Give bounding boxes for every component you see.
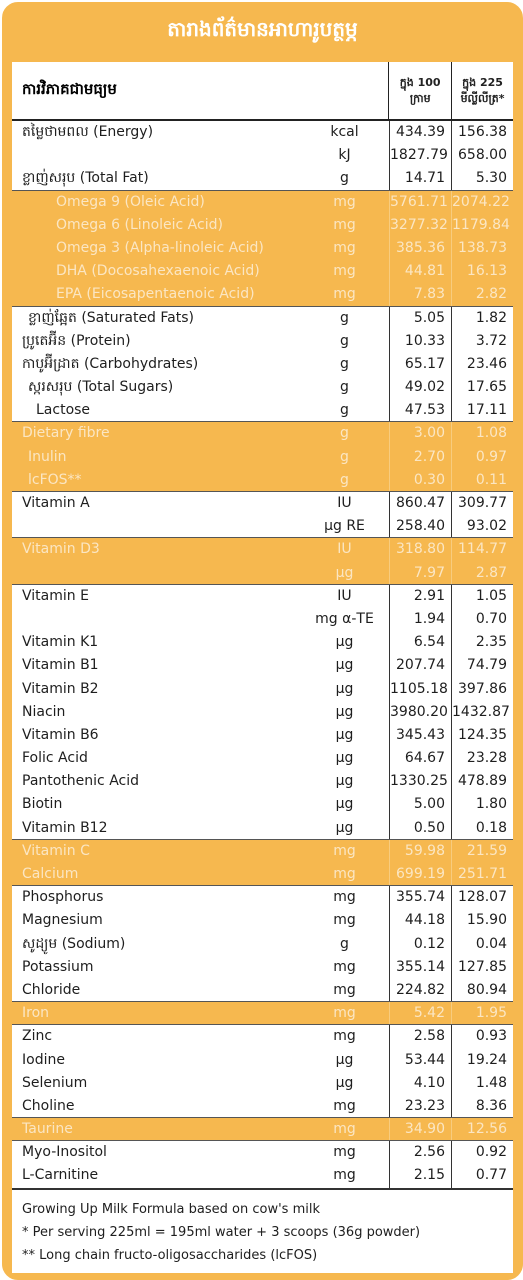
value-per-serving: 5.30 xyxy=(475,170,507,187)
nutrient-name: Folic Acid xyxy=(22,750,88,767)
table-row xyxy=(12,237,513,260)
nutrient-unit: µg RE xyxy=(300,515,390,537)
value-per-100g: 7.97 xyxy=(390,562,452,584)
table-row xyxy=(12,701,513,724)
table-row xyxy=(12,307,513,330)
table-row xyxy=(12,353,513,376)
value-per-serving: 0.04 xyxy=(475,935,507,952)
nutrient-name: Iron xyxy=(22,1005,50,1022)
nutrition-title: តារាងព័ត៌មានអាហារូបត្ថម្ភ xyxy=(4,4,521,54)
table-row xyxy=(12,469,513,492)
value-per-serving: 1432.87 xyxy=(452,703,510,720)
value-per-100g: 1105.18 xyxy=(390,678,452,701)
nutrient-name: Lactose xyxy=(36,402,91,419)
nutrient-unit: g xyxy=(300,446,390,469)
table-row xyxy=(12,144,513,167)
value-per-100g: 49.02 xyxy=(390,376,452,399)
nutrient-name: Biotin xyxy=(22,796,63,813)
table-row xyxy=(12,817,513,840)
value-per-100g: 5761.71 xyxy=(390,191,452,214)
value-per-100g: 355.14 xyxy=(390,956,452,979)
table-row xyxy=(12,979,513,1002)
value-per-100g: 6.54 xyxy=(390,631,452,654)
nutrient-unit: mg xyxy=(300,909,390,932)
header-per-100g-line2: ក្រាម xyxy=(409,91,431,105)
nutrient-unit: µg xyxy=(300,747,390,770)
value-per-100g: 318.80 xyxy=(390,538,452,561)
value-per-serving: 1.08 xyxy=(475,425,507,442)
table-row xyxy=(12,515,513,538)
nutrient-name: DHA (Docosahexaenoic Acid) xyxy=(56,263,260,280)
nutrient-unit: mg xyxy=(300,1002,390,1024)
nutrient-name: Phosphorus xyxy=(22,889,104,906)
value-per-100g: 0.12 xyxy=(390,933,452,956)
nutrient-unit: µg xyxy=(300,701,390,724)
nutrient-unit: mg xyxy=(300,1141,390,1164)
nutrient-name xyxy=(12,562,300,584)
nutrient-unit: g xyxy=(300,469,390,491)
value-per-100g: 2.15 xyxy=(390,1164,452,1187)
value-per-serving: 138.73 xyxy=(458,239,507,256)
nutrient-name: ខ្លាញ់សរុប (Total Fat) xyxy=(22,170,149,187)
value-per-100g: 860.47 xyxy=(390,492,452,515)
nutrient-name: Omega 9 (Oleic Acid) xyxy=(56,193,205,210)
value-per-serving: 397.86 xyxy=(458,680,507,697)
nutrient-name: Vitamin K1 xyxy=(22,634,99,651)
nutrient-unit: µg xyxy=(300,562,390,584)
value-per-100g: 345.43 xyxy=(390,724,452,747)
nutrient-unit: g xyxy=(300,307,390,330)
nutrient-unit: µg xyxy=(300,770,390,793)
nutrient-name: Vitamin D3 xyxy=(22,541,100,558)
nutrient-name: Pantothenic Acid xyxy=(22,773,140,790)
value-per-100g: 2.70 xyxy=(390,446,452,469)
value-per-serving: 23.46 xyxy=(466,355,507,372)
nutrient-unit: mg xyxy=(300,237,390,260)
table-row xyxy=(12,724,513,747)
table-row xyxy=(12,585,513,608)
value-per-serving: 74.79 xyxy=(466,657,507,674)
nutrient-name: Zinc xyxy=(22,1028,53,1045)
footnote-3: ** Long chain fructo-oligosaccharides (lcFOS) xyxy=(22,1247,318,1263)
footnotes xyxy=(12,1189,513,1273)
nutrient-unit: mg xyxy=(300,840,390,863)
nutrient-unit: mg xyxy=(300,1025,390,1048)
table-row xyxy=(12,840,513,863)
table-row xyxy=(12,1164,513,1187)
nutrient-name: Calcium xyxy=(22,866,79,882)
value-per-serving: 658.00 xyxy=(458,147,507,164)
nutrition-card xyxy=(2,2,523,1280)
value-per-100g: 1827.79 xyxy=(390,144,452,167)
nutrient-name: Inulin xyxy=(28,448,67,465)
value-per-100g: 3980.20 xyxy=(390,701,452,724)
value-per-serving: 0.92 xyxy=(475,1144,507,1161)
table-row xyxy=(12,260,513,283)
value-per-100g: 5.05 xyxy=(390,307,452,330)
value-per-100g: 53.44 xyxy=(390,1049,452,1072)
table-row xyxy=(12,1072,513,1095)
table-row xyxy=(12,678,513,701)
nutrient-name: សូដ្យូម (Sodium) xyxy=(22,935,126,952)
nutrient-unit: g xyxy=(300,330,390,353)
value-per-100g: 0.30 xyxy=(390,469,452,491)
value-per-100g: 3.00 xyxy=(390,422,452,445)
header-per-serving-line2: មីល្លីលីត្រ* xyxy=(460,91,505,105)
nutrient-name: Vitamin B12 xyxy=(22,819,108,836)
nutrient-unit: µg xyxy=(300,724,390,747)
table-row xyxy=(12,562,513,585)
value-per-100g: 258.40 xyxy=(390,515,452,537)
value-per-serving: 251.71 xyxy=(458,866,507,882)
table-row xyxy=(12,747,513,770)
table-row xyxy=(12,770,513,793)
table-row xyxy=(12,933,513,956)
nutrient-name: Magnesium xyxy=(22,912,103,929)
value-per-serving: 80.94 xyxy=(466,981,507,998)
nutrient-name: Vitamin E xyxy=(22,587,89,604)
value-per-100g: 10.33 xyxy=(390,330,452,353)
table-header xyxy=(12,62,513,121)
table-row xyxy=(12,214,513,237)
nutrient-unit: mg α-TE xyxy=(300,608,390,631)
value-per-100g: 3277.32 xyxy=(390,214,452,237)
header-per-serving xyxy=(452,62,513,119)
value-per-serving: 114.77 xyxy=(458,541,507,558)
value-per-100g: 14.71 xyxy=(390,167,452,189)
nutrient-name: តម្លៃថាមពល (Energy) xyxy=(22,124,154,140)
value-per-serving: 1179.84 xyxy=(452,216,510,233)
nutrient-name xyxy=(12,144,300,167)
nutrient-unit: mg xyxy=(300,191,390,214)
value-per-100g: 1330.25 xyxy=(390,770,452,793)
nutrient-unit: mg xyxy=(300,886,390,909)
nutrient-unit: µg xyxy=(300,1072,390,1095)
value-per-serving: 1.82 xyxy=(475,309,507,326)
nutrient-name xyxy=(12,515,300,537)
nutrient-unit: IU xyxy=(300,585,390,608)
value-per-serving: 0.77 xyxy=(475,1167,507,1184)
nutrient-name: Potassium xyxy=(22,958,94,975)
table-row xyxy=(12,330,513,353)
value-per-serving: 12.56 xyxy=(466,1121,507,1138)
table-row xyxy=(12,1025,513,1048)
value-per-100g: 44.18 xyxy=(390,909,452,932)
value-per-serving: 2.82 xyxy=(475,286,507,303)
table-row xyxy=(12,631,513,654)
nutrient-unit: mg xyxy=(300,283,390,305)
table-row xyxy=(12,399,513,422)
header-per-100g xyxy=(389,62,452,119)
value-per-100g: 23.23 xyxy=(390,1095,452,1117)
nutrient-name: ខ្លាញ់ឆ្អែត (Saturated Fats) xyxy=(28,309,194,326)
table-row xyxy=(12,654,513,677)
value-per-100g: 385.36 xyxy=(390,237,452,260)
footnote-1: Growing Up Milk Formula based on cow's milk xyxy=(22,1201,320,1217)
value-per-100g: 47.53 xyxy=(390,399,452,421)
nutrient-name: ស្ករសរុប (Total Sugars) xyxy=(28,379,174,396)
nutrient-unit: g xyxy=(300,399,390,421)
nutrient-unit: mg xyxy=(300,979,390,1001)
value-per-serving: 2074.22 xyxy=(452,193,510,210)
nutrient-name: EPA (Eicosapentaenoic Acid) xyxy=(56,286,255,303)
nutrient-unit: g xyxy=(300,376,390,399)
value-per-100g: 44.81 xyxy=(390,260,452,283)
value-per-serving: 309.77 xyxy=(458,495,507,511)
value-per-serving: 17.65 xyxy=(466,379,507,396)
value-per-serving: 17.11 xyxy=(466,402,507,419)
nutrient-unit: mg xyxy=(300,1118,390,1140)
value-per-serving: 0.97 xyxy=(475,448,507,465)
value-per-100g: 65.17 xyxy=(390,353,452,376)
value-per-100g: 434.39 xyxy=(390,121,452,144)
table-row xyxy=(12,191,513,214)
table-row xyxy=(12,167,513,190)
nutrient-name: Omega 3 (Alpha-linoleic Acid) xyxy=(56,239,264,256)
value-per-serving: 23.28 xyxy=(466,750,507,767)
nutrient-name: Vitamin B6 xyxy=(22,726,99,743)
value-per-serving: 15.90 xyxy=(466,912,507,929)
value-per-100g: 207.74 xyxy=(390,654,452,677)
nutrient-name: Omega 6 (Linoleic Acid) xyxy=(56,216,223,233)
table-body xyxy=(12,121,513,1189)
nutrient-unit: µg xyxy=(300,678,390,701)
table-row xyxy=(12,1118,513,1141)
nutrient-unit: g xyxy=(300,353,390,376)
nutrient-name: កាបូអ៊ីដ្រាត (Carbohydrates) xyxy=(22,355,199,372)
nutrient-name: Chloride xyxy=(22,981,81,998)
table-row xyxy=(12,909,513,932)
nutrient-unit: mg xyxy=(300,214,390,237)
value-per-100g: 1.94 xyxy=(390,608,452,631)
value-per-serving: 8.36 xyxy=(475,1097,507,1114)
table-row xyxy=(12,283,513,306)
nutrient-unit: mg xyxy=(300,1164,390,1187)
value-per-100g: 2.91 xyxy=(390,585,452,608)
nutrient-unit: g xyxy=(300,933,390,956)
value-per-serving: 0.70 xyxy=(475,610,507,627)
value-per-serving: 156.38 xyxy=(458,124,507,140)
nutrient-name: Selenium xyxy=(22,1074,88,1091)
value-per-100g: 5.00 xyxy=(390,793,452,816)
value-per-serving: 1.05 xyxy=(475,587,507,604)
value-per-100g: 2.58 xyxy=(390,1025,452,1048)
value-per-serving: 128.07 xyxy=(458,889,507,906)
nutrient-unit: µg xyxy=(300,631,390,654)
value-per-serving: 478.89 xyxy=(458,773,507,790)
value-per-serving: 21.59 xyxy=(466,842,507,859)
table-row xyxy=(12,446,513,469)
value-per-serving: 0.93 xyxy=(475,1028,507,1045)
table-row xyxy=(12,956,513,979)
value-per-serving: 1.48 xyxy=(475,1074,507,1091)
table-row xyxy=(12,886,513,909)
nutrient-unit: g xyxy=(300,422,390,445)
value-per-100g: 34.90 xyxy=(390,1118,452,1140)
nutrient-name: Taurine xyxy=(22,1121,73,1138)
value-per-100g: 0.50 xyxy=(390,817,452,839)
nutrition-table xyxy=(12,62,513,1273)
nutrient-unit: kcal xyxy=(300,121,390,144)
value-per-serving: 1.95 xyxy=(475,1005,507,1022)
nutrient-unit: kJ xyxy=(300,144,390,167)
nutrient-unit: g xyxy=(300,167,390,189)
nutrient-unit: µg xyxy=(300,654,390,677)
nutrient-name xyxy=(12,608,300,631)
nutrient-unit: mg xyxy=(300,956,390,979)
value-per-100g: 7.83 xyxy=(390,283,452,305)
value-per-100g: 224.82 xyxy=(390,979,452,1001)
value-per-serving: 0.18 xyxy=(475,819,507,836)
value-per-serving: 19.24 xyxy=(466,1051,507,1068)
nutrient-name: Vitamin B2 xyxy=(22,680,99,697)
table-row xyxy=(12,538,513,561)
value-per-100g: 64.67 xyxy=(390,747,452,770)
table-row xyxy=(12,793,513,816)
value-per-100g: 4.10 xyxy=(390,1072,452,1095)
nutrient-name: Vitamin A xyxy=(22,495,90,511)
nutrient-unit: mg xyxy=(300,863,390,885)
value-per-serving: 127.85 xyxy=(458,958,507,975)
table-row xyxy=(12,1049,513,1072)
nutrient-name: ប្រូតេអ៊ីន (Protein) xyxy=(22,332,131,349)
nutrient-name: Iodine xyxy=(22,1051,65,1068)
table-row xyxy=(12,492,513,515)
nutrient-unit: µg xyxy=(300,793,390,816)
value-per-100g: 2.56 xyxy=(390,1141,452,1164)
header-per-100g-line1: ក្នុង 100 xyxy=(399,75,441,89)
nutrient-name: Niacin xyxy=(22,703,66,720)
table-row xyxy=(12,376,513,399)
table-row xyxy=(12,422,513,445)
value-per-serving: 2.87 xyxy=(475,564,507,581)
nutrient-name: Myo-Inositol xyxy=(22,1144,107,1161)
value-per-serving: 2.35 xyxy=(475,634,507,651)
nutrient-name: Vitamin C xyxy=(22,842,90,859)
nutrient-name: lcFOS** xyxy=(28,471,82,488)
value-per-serving: 124.35 xyxy=(458,726,507,743)
nutrient-unit: IU xyxy=(300,538,390,561)
nutrient-name: Dietary fibre xyxy=(22,425,110,442)
table-row xyxy=(12,1002,513,1025)
nutrient-unit: mg xyxy=(300,260,390,283)
nutrient-name: L-Carnitine xyxy=(22,1167,99,1184)
nutrient-unit: mg xyxy=(300,1095,390,1117)
nutrient-name: Vitamin B1 xyxy=(22,657,99,674)
header-analysis: ការវិភាគជាមធ្យម xyxy=(12,62,389,119)
value-per-serving: 3.72 xyxy=(475,332,507,349)
value-per-100g: 59.98 xyxy=(390,840,452,863)
value-per-100g: 5.42 xyxy=(390,1002,452,1024)
nutrient-name: Choline xyxy=(22,1097,75,1114)
table-row xyxy=(12,1141,513,1164)
table-row xyxy=(12,863,513,886)
value-per-serving: 0.11 xyxy=(475,471,507,488)
value-per-100g: 699.19 xyxy=(390,863,452,885)
nutrient-unit: IU xyxy=(300,492,390,515)
value-per-serving: 93.02 xyxy=(466,518,507,535)
value-per-100g: 355.74 xyxy=(390,886,452,909)
table-row xyxy=(12,608,513,631)
header-per-serving-line1: ក្នុង 225 xyxy=(462,75,503,89)
nutrient-unit: µg xyxy=(300,817,390,839)
value-per-serving: 16.13 xyxy=(466,263,507,280)
nutrient-unit: µg xyxy=(300,1049,390,1072)
value-per-serving: 1.80 xyxy=(475,796,507,813)
footnote-2: * Per serving 225ml = 195ml water + 3 scoops (36g powder) xyxy=(22,1224,421,1240)
table-row xyxy=(12,121,513,144)
table-row xyxy=(12,1095,513,1118)
